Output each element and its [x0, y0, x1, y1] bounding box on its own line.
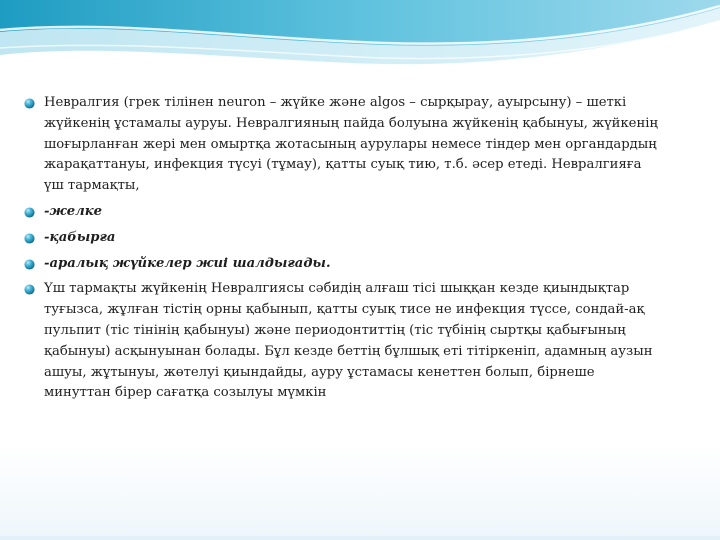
list-item [24, 228, 664, 249]
list-item-text: Невралгия (грек тілінен neuron – жүйке және algos – сырқырау, ауырсыну) – шеткі жүйкенің ұстамалы ауруы. Невралгияның пайда болуына жүйкенің қабынуы, жүйкенің шоғырланған жері мен омыртқа жотасының аурулары немесе тіндер мен органдардың жарақаттануы, инфекция түсуі (тұмау), қатты суық тию, т.б. әсер етеді. Невралгияға үш тармақты, [44, 95, 658, 194]
blue-sphere-bullet-icon [24, 233, 35, 244]
list-item [24, 254, 664, 275]
footer-line [0, 536, 720, 540]
bullet-list [24, 93, 664, 409]
list-item [24, 202, 664, 223]
list-item-text: -қабырға [44, 229, 116, 245]
blue-sphere-bullet-icon [24, 207, 35, 218]
list-item-text: -аралық жүйкелер жиі шалдығады. [44, 255, 331, 271]
header-wave-decoration [0, 0, 720, 90]
blue-sphere-bullet-icon [24, 98, 35, 109]
list-item [24, 93, 664, 197]
list-item-text: -желке [44, 203, 103, 219]
list-item [24, 279, 664, 404]
list-item-text: Үш тармақты жүйкенің Невралгиясы сәбидің алғаш тісі шыққан кезде қиындықтар туғызса, жұлған тістің орны қабынып, қатты суық тисе не инфекция түссе, сондай-ақ пульпит (тіс тінінің қабынуы) және периодонтиттің (тіс түбінің сыртқы қабығының қабынуы) асқынуынан болады. Бұл кезде беттің бұлшық еті тітіркеніп, адамның аузын ашуы, жұтынуы, жөтелуі қиындайды, ауру ұстамасы кенеттен болып, бірнеше минуттан бірер сағатқа созылуы мүмкін [44, 281, 653, 401]
blue-sphere-bullet-icon [24, 284, 35, 295]
blue-sphere-bullet-icon [24, 259, 35, 270]
